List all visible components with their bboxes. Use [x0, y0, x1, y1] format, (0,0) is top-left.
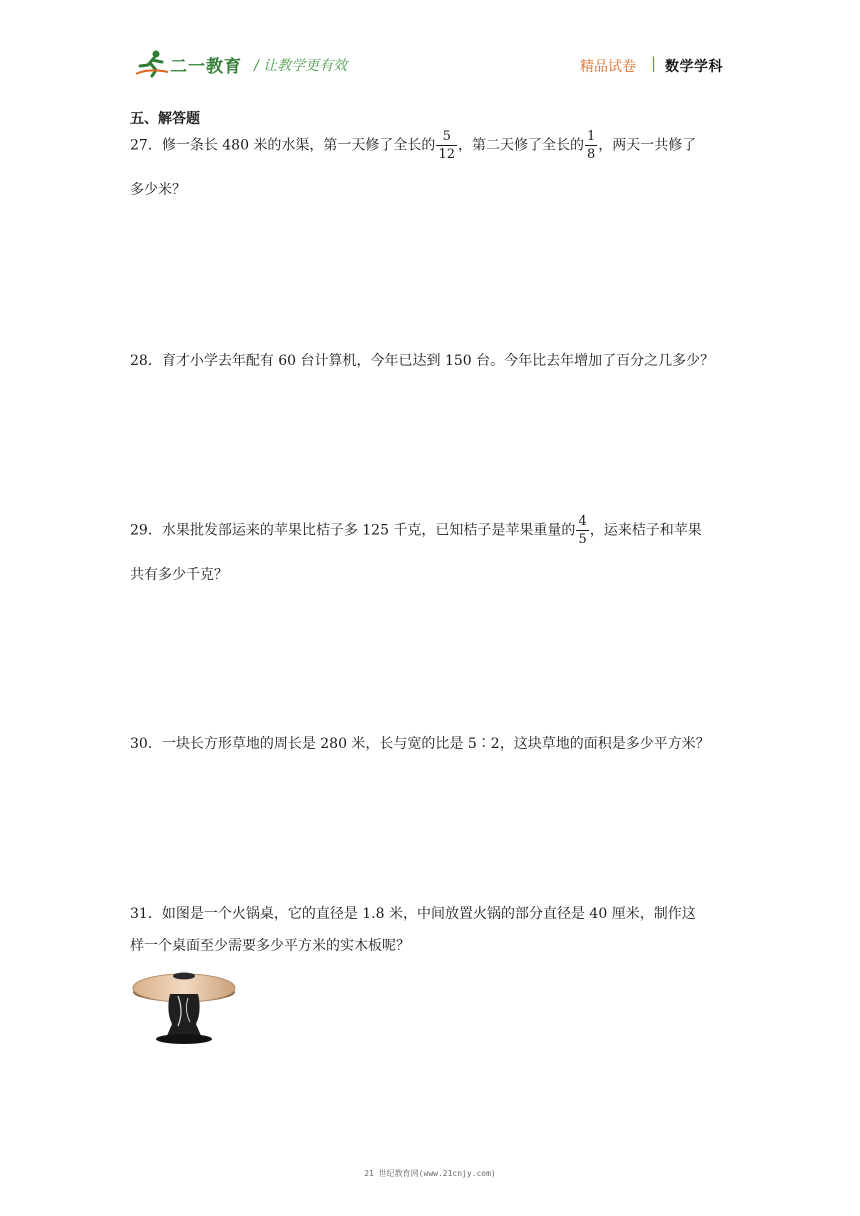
q27-fraction-1: $\frac{5}{12}$	[438, 129, 455, 162]
header-separator: |	[651, 54, 657, 72]
section-title: 五、解答题	[130, 111, 200, 127]
q29-suffix: ，运来桔子和苹果	[589, 522, 702, 539]
hotpot-table-image	[130, 962, 238, 1046]
brand-label: 精品试卷	[580, 59, 636, 75]
logo-text: 二一教育	[170, 57, 242, 77]
q31-line-2: 样一个桌面至少需要多少平方米的实木板呢？	[130, 938, 410, 954]
question-27	[130, 130, 696, 161]
q27-fraction-2: $\frac{1}{8}$	[586, 129, 596, 162]
logo	[134, 48, 244, 78]
q29-prefix: 29．水果批发部运来的苹果比桔子多 125 千克，已知桔子是苹果重量的	[130, 522, 576, 539]
q27-prefix: 27．修一条长 480 米的水渠，第一天修了全长的	[130, 137, 436, 154]
question-28: 28．育才小学去年配有 60 台计算机，今年已达到 150 台。今年比去年增加了百分之几多少？	[130, 353, 715, 369]
footer-text: 21 世纪教育网(www.21cnjy.com)	[364, 1169, 496, 1178]
q29-fraction: $\frac{4}{5}$	[578, 514, 587, 547]
question-29	[130, 515, 702, 546]
question-30: 30．一块长方形草地的周长是 280 米，长与宽的比是 5∶2，这块草地的面积是多少平方米？	[130, 736, 710, 752]
q29-line-2: 共有多少千克？	[130, 567, 228, 583]
q27-suffix: ，两天一共修了	[598, 137, 697, 154]
subject-label: 数学学科	[665, 59, 723, 75]
q27-line-2: 多少米？	[130, 182, 186, 198]
question-31: 31．如图是一个火锅桌，它的直径是 1.8 米，中间放置火锅的部分直径是 40 厘米，制作这	[130, 906, 696, 922]
q27-mid: ，第二天修了全长的	[457, 137, 584, 154]
slogan: / 让教学更有效	[254, 58, 348, 74]
runner-logo-icon	[134, 48, 170, 78]
